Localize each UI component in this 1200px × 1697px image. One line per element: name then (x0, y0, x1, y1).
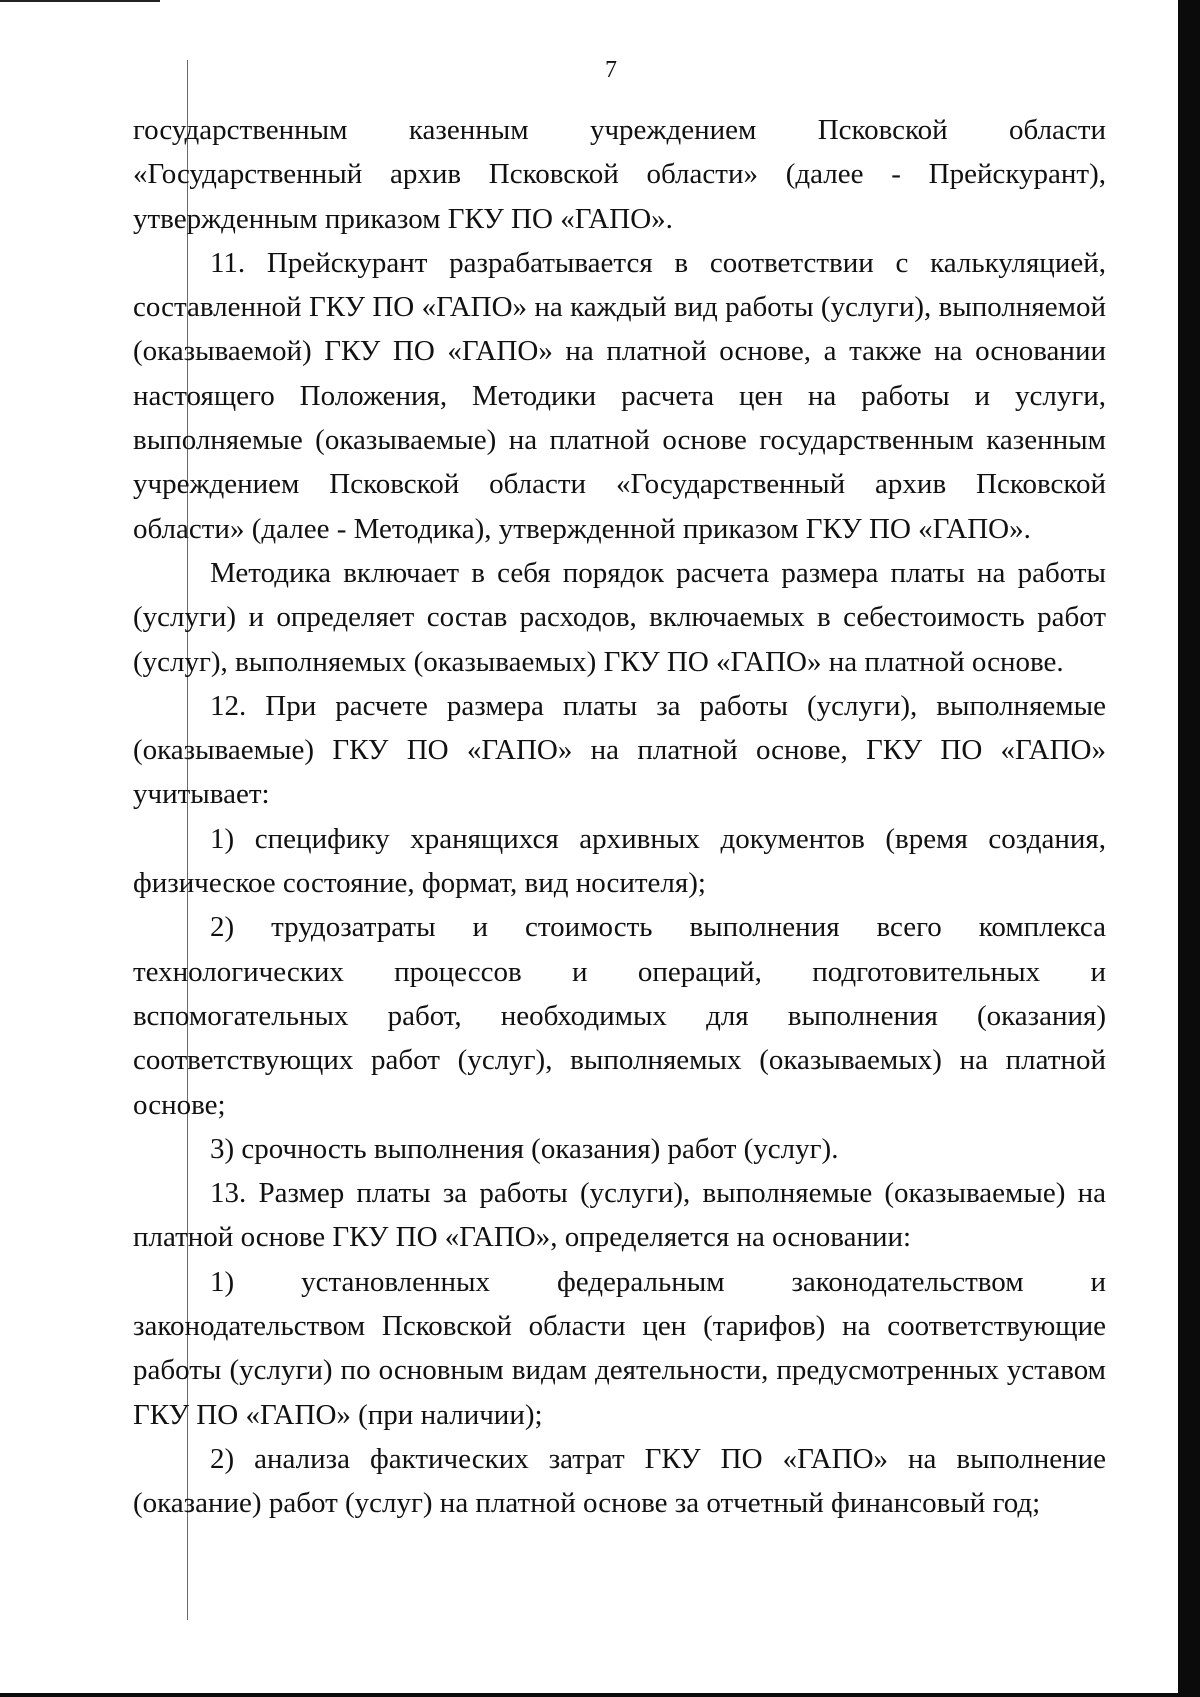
paragraph-methodology: Методика включает в себя порядок расчета размера платы на работы (услуги) и определяет состав расходов, включаемых в себестоимость работ (услуг), выполняемых (оказываемых) ГКУ ПО «ГАПО» на платной основе. (133, 556, 1106, 678)
paragraph-clause-13: 13. Размер платы за работы (услуги), выполняемые (оказываемые) на платной основе ГКУ ПО «ГАПО», определяется на основании: (133, 1177, 1106, 1254)
scan-edge-top (0, 0, 160, 2)
paragraph-clause-12: 12. При расчете размера платы за работы (услуги), выполняемые (оказываемые) ГКУ ПО «ГАПО» на платной основе, ГКУ ПО «ГАПО» учитывает: (133, 689, 1106, 811)
page-number: 7 (605, 57, 617, 83)
list-item-12-2: 2) трудозатраты и стоимость выполнения всего комплекса технологических процессов и операций, подготовительных и вспомогательных работ, необходимых для выполнения (оказания) соответствующих работ (услуг), выполняемых (оказываемых) на платной основе; (133, 911, 1106, 1121)
list-item-12-3: 3) срочность выполнения (оказания) работ (услуг). (210, 1132, 839, 1165)
paragraph-clause-11: 11. Прейскурант разрабатывается в соответствии с калькуляцией, составленной ГКУ ПО «ГАПО» на каждый вид работы (услуги), выполняемой (оказываемой) ГКУ ПО «ГАПО» на платной основе, а также на основании настоящего Положения, Методики расчета цен на работы и услуги, выполняемые (оказываемые) на платной основе государственным казенным учреждением Псковской области «Государственный архив Псковской области» (далее - Методика), утвержденной приказом ГКУ ПО «ГАПО». (133, 246, 1106, 545)
list-item-13-2: 2) анализа фактических затрат ГКУ ПО «ГАПО» на выполнение (оказание) работ (услуг) на платной основе за отчетный финансовый год; (133, 1442, 1106, 1520)
list-item-13-1: 1) установленных федеральным законодательством и законодательством Псковской области цен (тарифов) на соответствующие работы (услуги) по основным видам деятельности, предусмотренных уставом ГКУ ПО «ГАПО» (при наличии); (133, 1265, 1106, 1431)
scan-edge-bottom (0, 1693, 1200, 1697)
scan-edge-right (1178, 0, 1200, 1697)
document-body (133, 108, 1106, 1526)
list-item-12-1: 1) специфику хранящихся архивных документов (время создания, физическое состояние, формат, вид носителя); (133, 822, 1106, 900)
paragraph-continuation: государственным казенным учреждением Псковской области «Государственный архив Псковской области» (далее - Прейскурант), утвержденным приказом ГКУ ПО «ГАПО». (133, 114, 1106, 235)
